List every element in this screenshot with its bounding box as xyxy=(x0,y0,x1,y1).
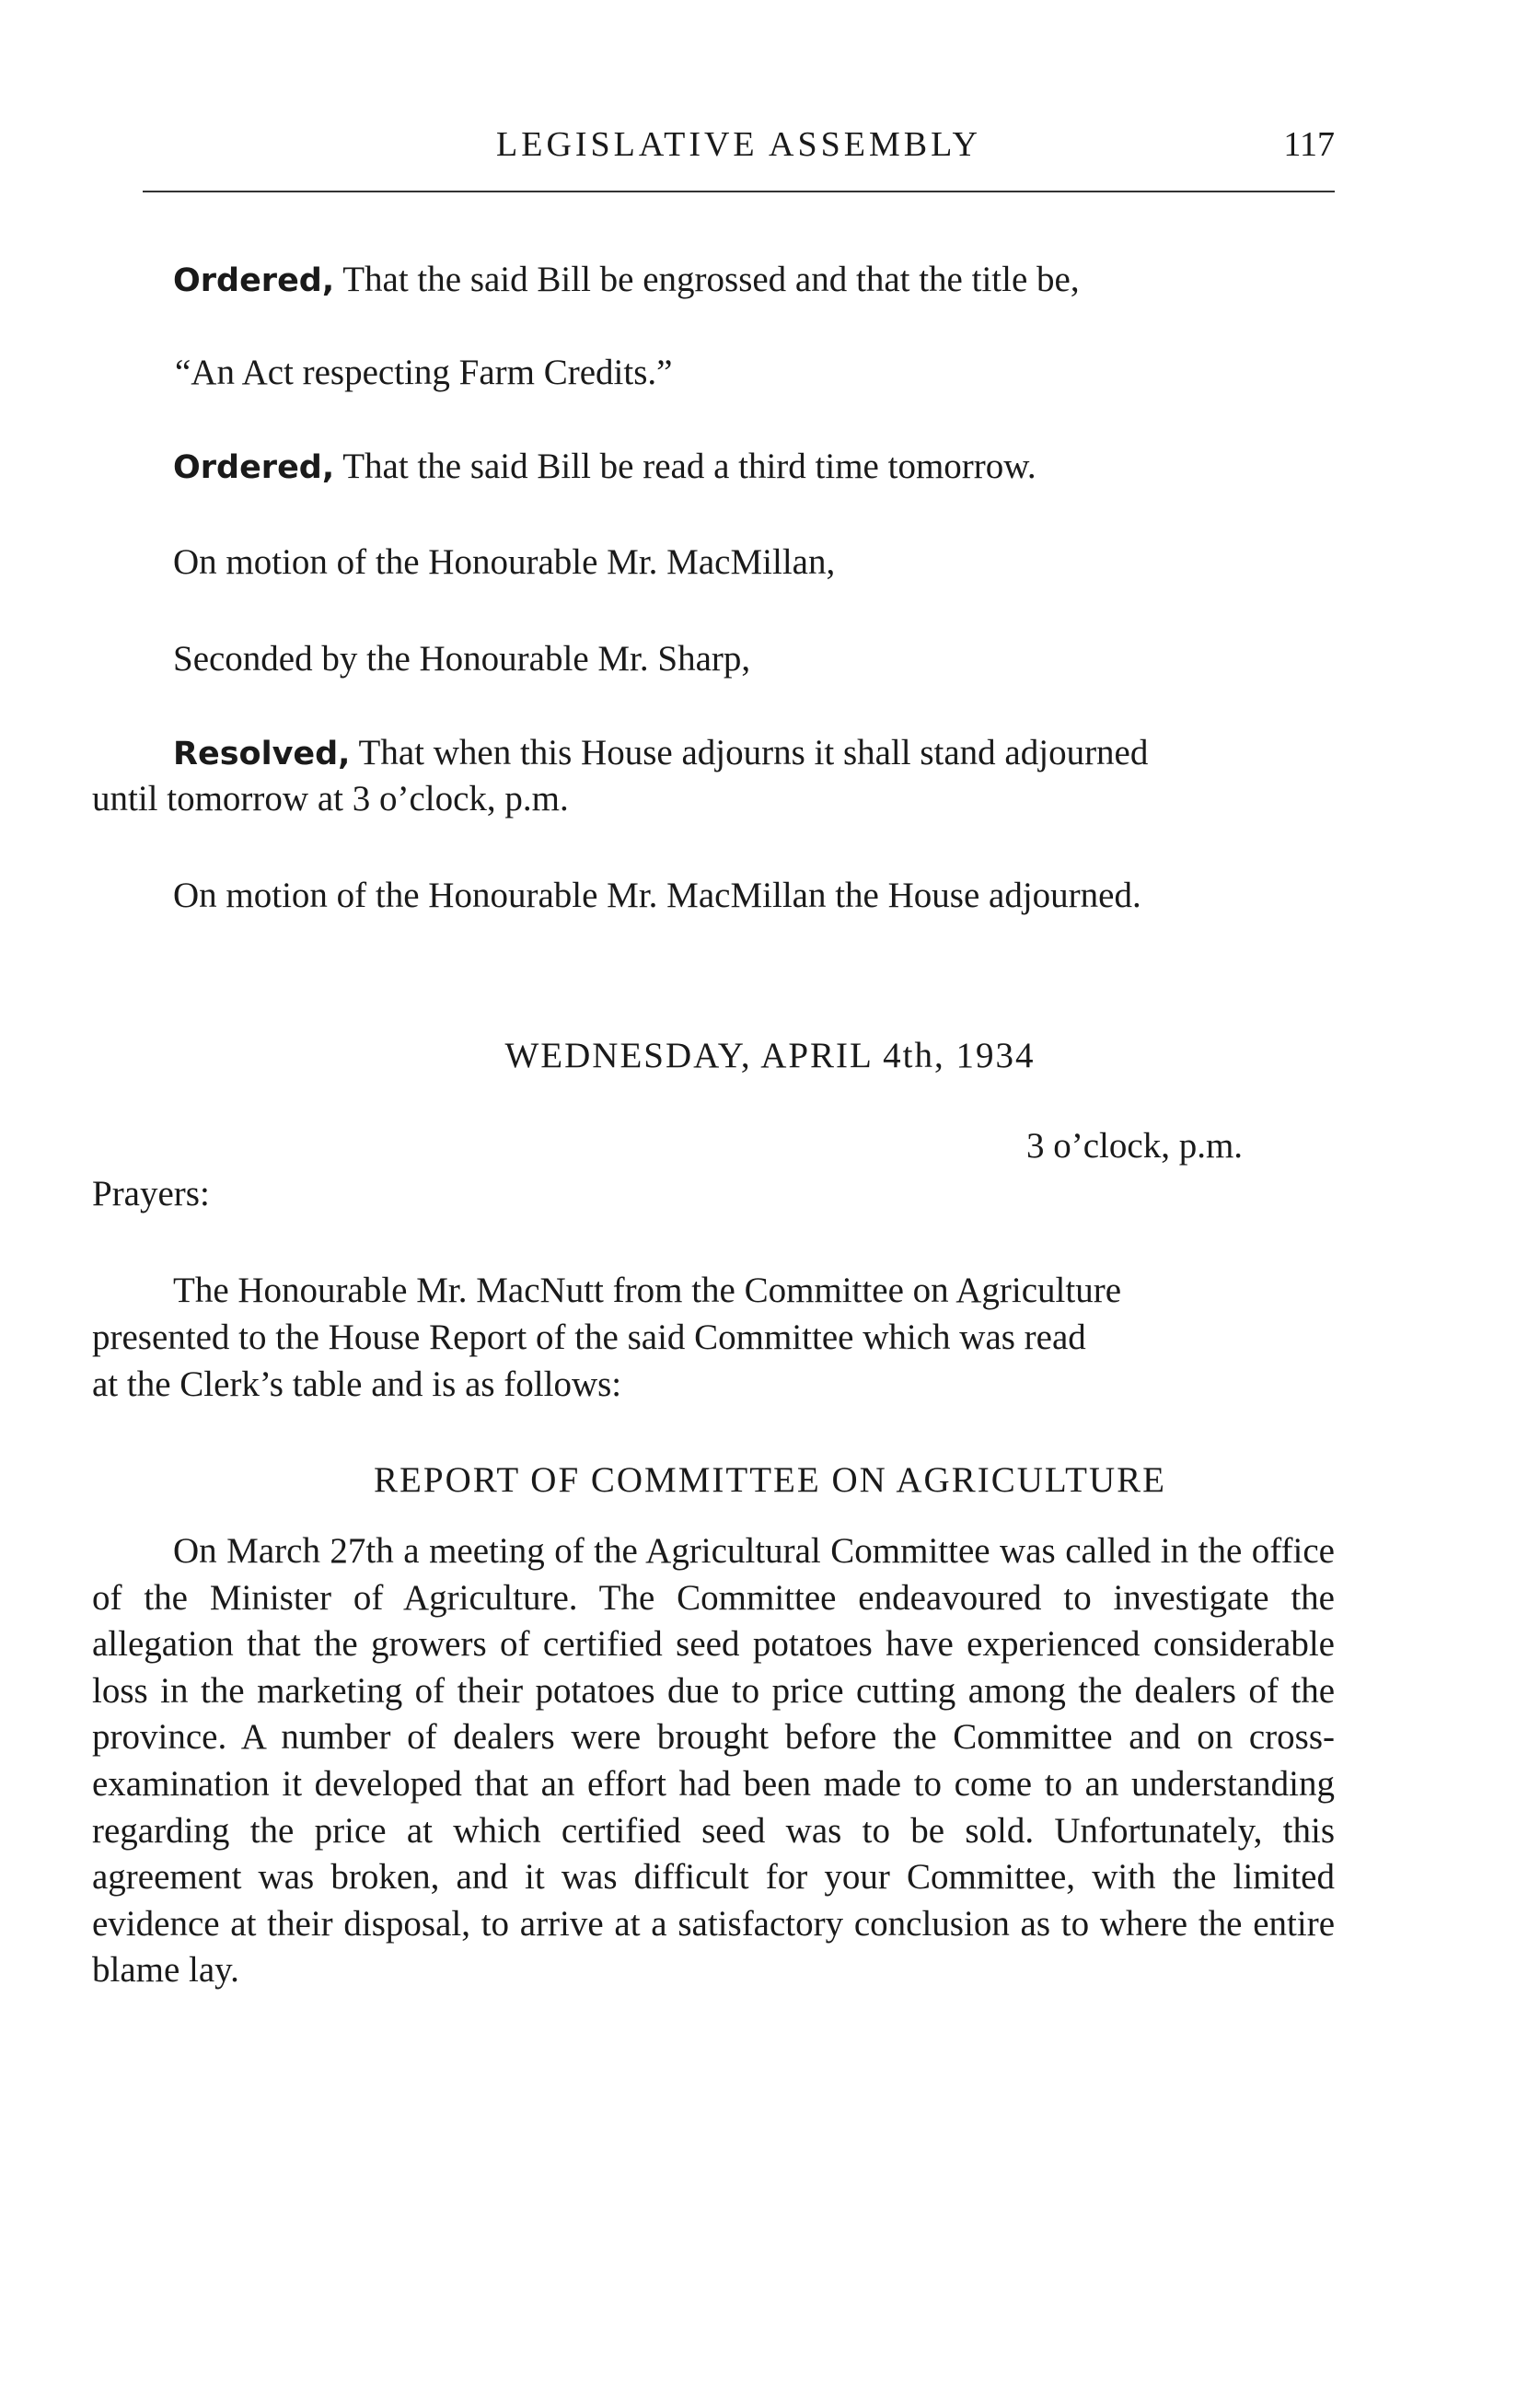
running-head: LEGISLATIVE ASSEMBLY xyxy=(496,125,981,164)
resolved-lead: Resolved, xyxy=(173,736,351,772)
page-number: 117 xyxy=(1283,125,1335,164)
sitting-time: 3 o’clock, p.m. xyxy=(1026,1126,1244,1166)
prayers: Prayers: xyxy=(92,1174,210,1213)
motion-macmillan: On motion of the Honourable Mr. MacMillan, xyxy=(173,542,836,582)
bill-title: “An Act respecting Farm Credits.” xyxy=(175,353,673,392)
page-header xyxy=(143,124,1335,189)
seconded-sharp: Seconded by the Honourable Mr. Sharp, xyxy=(173,639,751,679)
ordered-third-reading xyxy=(173,444,1036,491)
presentation-line-1: The Honourable Mr. MacNutt from the Committee on Agriculture xyxy=(173,1271,1122,1310)
resolved-line-2: until tomorrow at 3 o’clock, p.m. xyxy=(92,779,569,818)
report-body: On March 27th a meeting of the Agricultural Committee was called in the office of the Minister of Agriculture. The Committee endeavoured to investigate the allegation that the growers of certified seed potatoes have experienced considerable loss in the marketing of their potatoes due to price cutting among the dealers of the province. A number of dealers were brought before the Committee and on cross-examination it developed that an effort had been made to come to an understanding regarding the price at which certified seed was to be sold. Unfortunately, this agreement was broken, and it was difficult for your Committee, with the limited evidence at their disposal, to arrive at a satisfactory conclusion as to where the entire blame lay. xyxy=(92,1531,1335,1991)
resolved-text: That when this House adjourns it shall stand adjourned xyxy=(350,733,1149,772)
ordered-third-reading-text: That the said Bill be read a third time tomorrow. xyxy=(334,447,1036,486)
ordered-lead: Ordered, xyxy=(173,262,335,299)
motion-adjourned: On motion of the Honourable Mr. MacMillan the House adjourned. xyxy=(173,876,1141,915)
resolved-line-1 xyxy=(173,730,1148,777)
ordered-engrossed xyxy=(173,257,1080,304)
presentation-line-2: presented to the House Report of the said Committee which was read xyxy=(92,1318,1086,1357)
date-heading: WEDNESDAY, APRIL 4th, 1934 xyxy=(504,1036,1036,1075)
ordered-engrossed-text: That the said Bill be engrossed and that the title be, xyxy=(334,260,1080,299)
presentation-line-3: at the Clerk’s table and is as follows: xyxy=(92,1364,622,1404)
ordered-lead: Ordered, xyxy=(173,449,335,486)
header-rule xyxy=(143,191,1335,192)
report-heading: REPORT OF COMMITTEE ON AGRICULTURE xyxy=(374,1460,1166,1500)
